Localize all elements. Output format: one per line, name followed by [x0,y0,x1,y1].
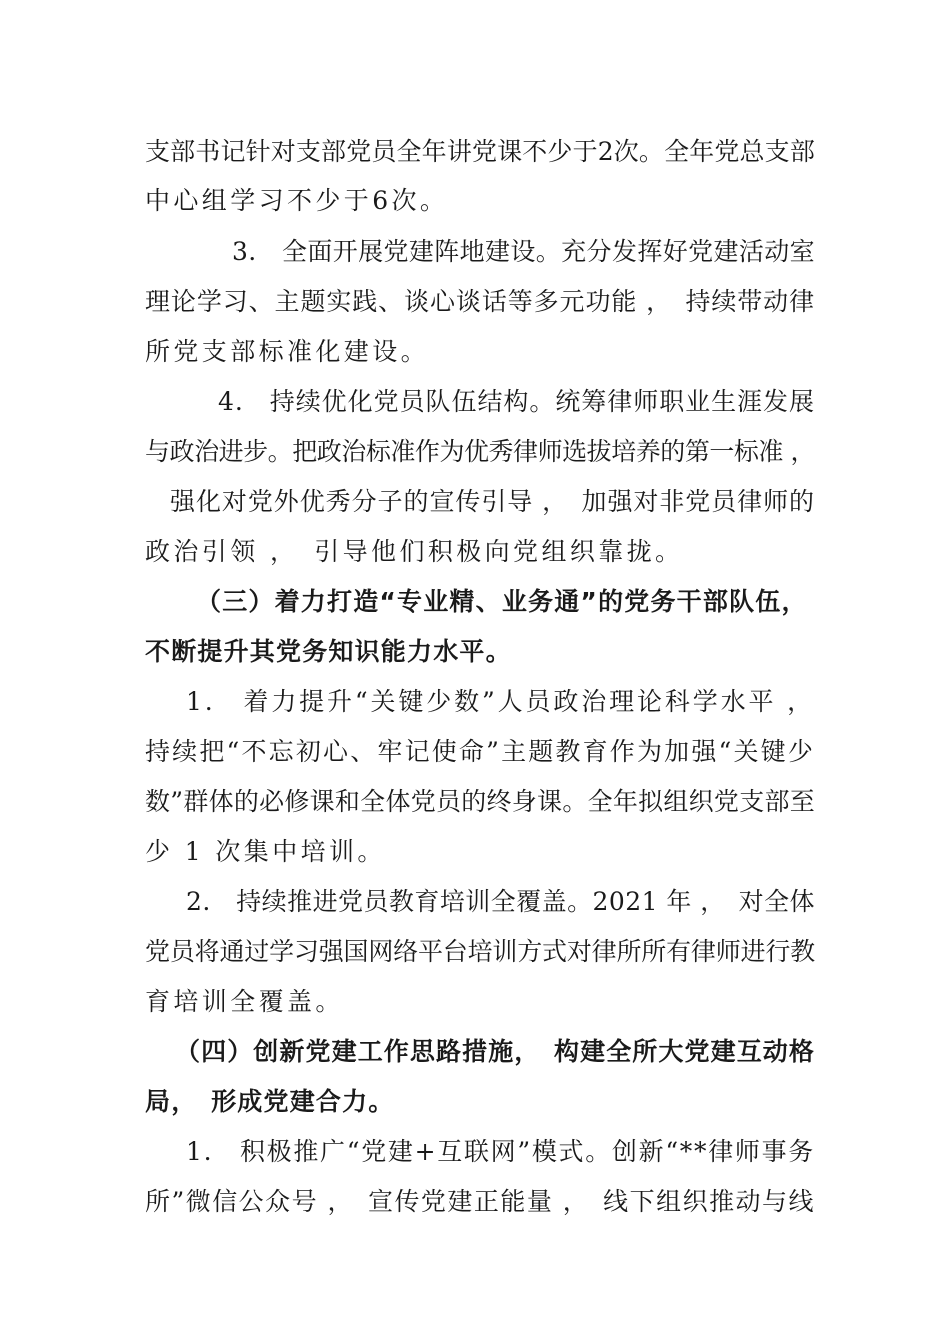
section-heading-3-line-2: 不断提升其党务知识能力水平。 [145,637,512,666]
section-heading-4-line-2: 局， 形成党建合力。 [145,1087,395,1116]
paragraph-line-2: 中心组学习不少于6次。 [145,186,449,215]
paragraph-line-16: 2. 持续推进党员教育培训全覆盖。2021 年 ， 对全体 [186,887,815,916]
section-heading-3-line-1: （三）着力打造“专业精、业务通”的党务干部队伍， [196,587,808,616]
paragraph-line-4: 理论学习、主题实践、谈心谈话等多元功能 ， 持续带动律 [145,287,815,316]
section-heading-4-line-1: （四）创新党建工作思路措施， 构建全所大党建互动格 [175,1037,815,1066]
paragraph-line-7: 与政治进步。把政治标准作为优秀律师选拔培养的第一标准 ， [145,437,815,466]
paragraph-line-22: 所”微信公众号 ， 宣传党建正能量 ， 线下组织推动与线 [145,1187,815,1216]
paragraph-line-18: 育培训全覆盖。 [145,987,344,1016]
paragraph-line-6: 4. 持续优化党员队伍结构。统筹律师职业生涯发展 [218,387,815,416]
paragraph-line-21: 1. 积极推广“党建+互联网”模式。创新“**律师事务 [186,1137,815,1166]
paragraph-line-17: 党员将通过学习强国网络平台培训方式对律所所有律师进行教 [145,937,815,966]
paragraph-line-1: 支部书记针对支部党员全年讲党课不少于2次。全年党总支部 [145,137,815,166]
paragraph-line-8: 强化对党外优秀分子的宣传引导 ， 加强对非党员律师的 [170,487,815,516]
paragraph-line-9: 政治引领 ， 引导他们积极向党组织靠拢。 [145,537,684,566]
paragraph-line-5: 所党支部标准化建设。 [145,337,430,366]
paragraph-line-3: 3. 全面开展党建阵地建设。充分发挥好党建活动室 [232,237,815,266]
paragraph-line-15: 少 1 次集中培训。 [145,837,386,866]
paragraph-line-12: 1. 着力提升“关键少数”人员政治理论科学水平 ， [186,687,815,716]
paragraph-line-14: 数”群体的必修课和全体党员的终身课。全年拟组织党支部至 [145,787,815,816]
paragraph-line-13: 持续把“不忘初心、牢记使命”主题教育作为加强“关键少 [145,737,815,766]
